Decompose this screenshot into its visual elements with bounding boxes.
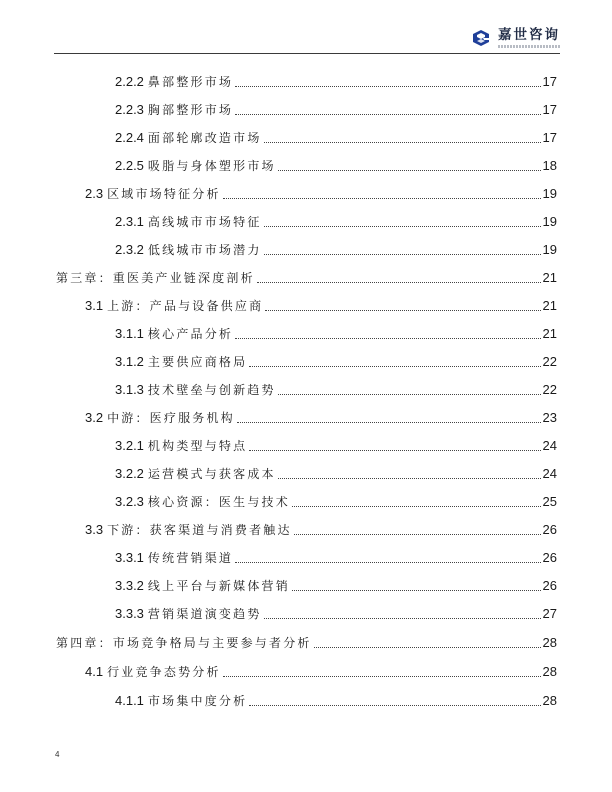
logo-text: 嘉世咨询 [498,27,560,43]
dot-leader [223,198,541,199]
toc-entry-page: 28 [542,693,557,708]
toc-entry[interactable] [115,73,557,91]
toc-entry-title: 第三章：重医美产业链深度剖析 [56,271,255,285]
toc-entry[interactable] [115,213,557,231]
toc-entry-title: 核心资源：医生与技术 [147,495,290,509]
toc-entry-number: 2.2.2 [115,74,144,89]
dot-leader [264,618,541,619]
toc-entry[interactable] [115,325,557,343]
toc-entry-title: 第四章：市场竞争格局与主要参与者分析 [56,636,312,650]
toc-entry-number: 3.3.1 [115,550,144,565]
toc-entry-title: 营销渠道演变趋势 [147,607,262,621]
toc-entry-page: 25 [542,494,557,509]
toc-entry-title: 低线城市市场潜力 [147,243,262,257]
toc-entry[interactable] [115,549,557,567]
dot-leader [278,170,541,171]
toc-entry-page: 22 [542,354,557,369]
toc-entry-page: 19 [542,214,557,229]
toc-entry-page: 28 [542,635,557,650]
toc-entry-number: 2.2.4 [115,130,144,145]
dot-leader [235,562,540,563]
toc-entry-page: 18 [542,158,557,173]
dot-leader [264,226,541,227]
dot-leader [257,282,541,283]
toc-entry-page: 21 [542,270,557,285]
toc-entry-number: 3.3.3 [115,606,144,621]
dot-leader [264,142,541,143]
toc-entry-number: 3.1.1 [115,326,144,341]
toc-entry-number: 2.3 [85,186,104,201]
toc-entry-page: 26 [542,522,557,537]
dot-leader [314,647,541,648]
dot-leader [235,114,540,115]
toc-entry-title: 主要供应商格局 [147,355,248,369]
toc-entry[interactable] [115,437,557,455]
dot-leader [235,338,540,339]
toc-entry-title: 中游：医疗服务机构 [107,411,235,425]
toc-entry-page: 27 [542,606,557,621]
toc-entry-title: 运营模式与获客成本 [147,467,276,481]
toc-entry-page: 21 [542,298,557,313]
toc-entry-page: 26 [542,550,557,565]
toc-entry-number: 2.3.2 [115,242,144,257]
toc-entry[interactable] [85,297,557,315]
dot-leader [294,534,541,535]
toc-entry[interactable] [115,605,557,623]
toc-entry-number: 3.2.2 [115,466,144,481]
header-divider [54,53,560,54]
toc-entry-number: 3.3 [85,522,104,537]
toc-entry-number: 3.1.3 [115,382,144,397]
toc-entry-chapter[interactable] [56,269,557,287]
dot-leader [249,450,540,451]
toc-entry-title: 传统营销渠道 [147,551,234,565]
dot-leader [249,366,540,367]
toc-entry[interactable] [115,381,557,399]
toc-entry[interactable] [115,465,557,483]
toc-entry[interactable] [115,577,557,595]
toc-entry-page: 24 [542,466,557,481]
logo-mark-icon [470,28,492,48]
dot-leader [292,506,541,507]
toc-entry-title: 行业竞争态势分析 [107,665,221,679]
toc-entry-title: 机构类型与特点 [147,439,248,453]
toc-entry[interactable] [115,692,557,710]
toc-entry-page: 19 [542,186,557,201]
toc-entry-number: 3.2 [85,410,104,425]
toc-entry[interactable] [85,409,557,427]
company-logo [470,26,560,50]
toc-entry-number: 2.2.3 [115,102,144,117]
footer-page-number: 4 [55,750,60,759]
toc-entry-title: 面部轮廓改造市场 [147,131,262,145]
toc-entry-page: 23 [542,410,557,425]
dot-leader [235,86,540,87]
toc-entry[interactable] [85,663,557,681]
toc-entry-title: 线上平台与新媒体营销 [147,579,290,593]
toc-entry[interactable] [115,157,557,175]
toc-entry-page: 19 [542,242,557,257]
toc-entry-number: 3.1.2 [115,354,144,369]
toc-entry-chapter[interactable] [56,634,557,652]
toc-entry-number: 2.3.1 [115,214,144,229]
toc-entry-number: 3.1 [85,298,104,313]
toc-entry-page: 26 [542,578,557,593]
toc-entry-page: 28 [542,664,557,679]
toc-entry-page: 24 [542,438,557,453]
toc-entry-page: 17 [542,102,557,117]
toc-entry-title: 市场集中度分析 [147,694,248,708]
toc-entry[interactable] [115,101,557,119]
toc-entry[interactable] [115,129,557,147]
toc-entry-number: 2.2.5 [115,158,144,173]
toc-entry-title: 核心产品分析 [147,327,234,341]
dot-leader [278,394,541,395]
dot-leader [278,478,541,479]
toc-entry-page: 17 [542,130,557,145]
toc-entry-title: 鼻部整形市场 [147,75,234,89]
dot-leader [264,254,541,255]
dot-leader [265,310,540,311]
toc-entry-title: 技术壁垒与创新趋势 [147,383,276,397]
toc-entry-title: 高线城市市场特征 [147,215,262,229]
toc-entry[interactable] [115,241,557,259]
toc-entry[interactable] [85,185,557,203]
dot-leader [237,422,541,423]
toc-entry[interactable] [85,521,557,539]
toc-entry-number: 4.1.1 [115,693,144,708]
toc-entry[interactable] [115,353,557,371]
toc-entry-title: 区域市场特征分析 [107,187,221,201]
toc-entry-page: 17 [542,74,557,89]
toc-entry-number: 3.2.1 [115,438,144,453]
toc-entry[interactable] [115,493,557,511]
toc-entry-title: 上游：产品与设备供应商 [107,299,264,313]
toc-entry-title: 吸脂与身体塑形市场 [147,159,276,173]
dot-leader [223,676,541,677]
toc-entry-page: 21 [542,326,557,341]
toc-entry-number: 3.3.2 [115,578,144,593]
toc-entry-number: 4.1 [85,664,104,679]
toc-entry-title: 胸部整形市场 [147,103,234,117]
dot-leader [249,705,540,706]
logo-subtitle-line [498,45,560,48]
toc-entry-page: 22 [542,382,557,397]
toc-entry-number: 3.2.3 [115,494,144,509]
toc-entry-title: 下游：获客渠道与消费者触达 [107,523,292,537]
dot-leader [292,590,541,591]
